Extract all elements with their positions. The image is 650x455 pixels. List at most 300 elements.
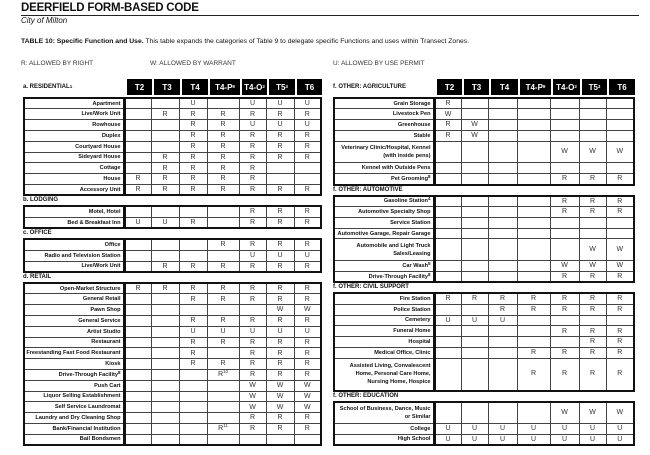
column-header-label: T3 <box>162 82 172 92</box>
permission-cell <box>517 271 550 282</box>
permission-cell <box>207 217 239 228</box>
permission-cell: U <box>266 326 294 337</box>
table-row <box>334 293 634 304</box>
table-row <box>334 228 634 239</box>
permission-cell <box>488 217 517 228</box>
permission-cell: R <box>579 304 606 315</box>
permission-cell: R <box>579 196 606 207</box>
permission-cell <box>124 294 151 305</box>
permission-cell: R <box>239 337 266 348</box>
permission-cell: R <box>207 283 239 294</box>
permission-cell: U <box>179 98 207 109</box>
use-label <box>24 424 124 435</box>
column-header-t3 <box>464 79 491 95</box>
column-header-label: T2 <box>444 82 455 92</box>
use-label <box>334 98 434 109</box>
permission-cell <box>579 217 606 228</box>
permission-cell <box>517 163 550 174</box>
permission-cell <box>461 239 488 261</box>
permission-cell: R <box>517 347 550 358</box>
table-row <box>334 326 634 337</box>
permission-cell: U <box>434 423 461 434</box>
use-label <box>24 337 124 348</box>
permission-cell: R <box>434 293 461 304</box>
use-label-text: Car Wash <box>402 262 428 269</box>
use-label <box>334 423 434 434</box>
use-label <box>24 261 124 272</box>
use-table <box>23 238 322 273</box>
permission-cell: R <box>550 293 579 304</box>
use-label-text: Bank/Financial Institution <box>52 425 121 432</box>
permission-cell: R <box>266 152 294 163</box>
permission-cell <box>124 316 151 327</box>
permission-cell <box>550 228 579 239</box>
permission-cell <box>461 141 488 163</box>
permission-cell: U <box>294 250 321 261</box>
permission-cell: R <box>550 347 579 358</box>
footnote-marker: 5 <box>427 260 431 266</box>
footnote-marker: 4 <box>427 196 431 202</box>
permission-cell: W <box>239 380 266 391</box>
use-label <box>24 326 124 337</box>
permission-cell <box>124 326 151 337</box>
permission-cell: R <box>207 152 239 163</box>
permission-cell <box>579 228 606 239</box>
column-header-t6 <box>297 79 324 95</box>
permission-cell <box>461 337 488 348</box>
permission-cell: R <box>207 141 239 152</box>
section-title-text: f. OTHER: CIVIL SUPPORT <box>333 284 409 291</box>
permission-cell: W <box>550 261 579 272</box>
permission-cell: R <box>266 239 294 250</box>
permission-cell <box>124 402 151 413</box>
permission-cell <box>207 413 239 424</box>
permission-cell <box>179 305 207 316</box>
table-row <box>334 174 634 185</box>
permission-cell <box>124 413 151 424</box>
table-row <box>24 217 321 228</box>
permission-cell <box>550 98 579 109</box>
permission-cell <box>488 239 517 261</box>
permission-cell <box>461 196 488 207</box>
permission-cell <box>124 424 151 435</box>
section-title <box>333 392 637 401</box>
permission-cell: R <box>239 370 266 381</box>
section-title-text: d. RETAIL <box>23 274 52 280</box>
permission-cell: R <box>550 304 579 315</box>
permission-cell: R <box>294 109 321 120</box>
permission-cell <box>517 261 550 272</box>
permission-cell: R <box>239 152 266 163</box>
column-header-label: T4-P <box>215 82 233 92</box>
permission-cell: U <box>294 120 321 131</box>
permission-cell: U <box>179 326 207 337</box>
use-label-text: House <box>103 176 121 183</box>
permission-cell: R <box>488 304 517 315</box>
permission-cell <box>488 228 517 239</box>
permission-cell: R <box>151 109 179 120</box>
permission-cell: R <box>517 304 550 315</box>
table-row <box>334 141 634 163</box>
table-row <box>334 120 634 131</box>
column-header-t6 <box>609 79 637 95</box>
permission-cell: R <box>266 109 294 120</box>
permission-cell: R <box>606 196 634 207</box>
permission-cell: R <box>550 196 579 207</box>
table-row <box>24 185 321 196</box>
use-label <box>334 228 434 239</box>
table-row <box>334 358 634 390</box>
permission-cell <box>207 434 239 445</box>
use-label-text: Bail Bondsmen <box>79 436 121 443</box>
permission-cell: R <box>550 207 579 218</box>
table-row <box>24 98 321 109</box>
permission-cell <box>207 206 239 217</box>
permission-cell: U <box>294 98 321 109</box>
permission-cell <box>488 261 517 272</box>
use-label <box>334 131 434 142</box>
table-row <box>334 271 634 282</box>
use-label-text: Push Cart <box>94 382 121 389</box>
table-row <box>334 207 634 218</box>
permission-cell <box>151 402 179 413</box>
column-header-t2 <box>437 79 464 95</box>
permission-cell <box>461 347 488 358</box>
use-label <box>334 434 434 445</box>
permission-cell <box>151 239 179 250</box>
permission-cell: U <box>434 315 461 326</box>
permission-cell: R <box>579 174 606 185</box>
permission-cell <box>461 326 488 337</box>
use-label <box>24 131 124 142</box>
permission-cell <box>606 98 634 109</box>
use-label-text: Gasoline Station <box>383 198 428 205</box>
use-label-text: Pawn Shop <box>90 307 121 314</box>
permission-cell: R <box>239 261 266 272</box>
column-header-t4 <box>182 79 210 95</box>
permission-cell <box>239 434 266 445</box>
column-header-label: T5 <box>276 82 286 92</box>
use-label-text: General Service <box>78 317 121 324</box>
permission-cell: R <box>239 283 266 294</box>
legend-r: R: ALLOWED BY RIGHT <box>21 60 94 67</box>
use-label-text: Kiosk <box>105 361 121 368</box>
permission-cell <box>266 174 294 185</box>
use-label <box>334 207 434 218</box>
permission-cell: W <box>294 391 321 402</box>
table-row <box>334 163 634 174</box>
permission-cell <box>179 370 207 381</box>
permission-cell: W <box>294 380 321 391</box>
permission-cell: U <box>461 434 488 445</box>
permission-cell: R <box>239 109 266 120</box>
column-header-row <box>333 79 637 95</box>
section-title <box>333 79 437 95</box>
permission-cell <box>179 413 207 424</box>
use-label <box>24 359 124 370</box>
title-rule <box>21 15 639 16</box>
permission-cell: R <box>179 174 207 185</box>
column-header-t5 <box>269 79 297 95</box>
use-label <box>24 305 124 316</box>
permission-cell <box>294 174 321 185</box>
permission-cell: U <box>606 423 634 434</box>
permission-cell: R <box>579 326 606 337</box>
permission-cell: R <box>579 347 606 358</box>
use-label <box>24 391 124 402</box>
use-label <box>24 206 124 217</box>
use-label-text: Medical Office, Clinic <box>374 349 431 356</box>
permission-cell <box>606 228 634 239</box>
permission-cell <box>124 120 151 131</box>
permission-cell <box>517 196 550 207</box>
permission-cell: R <box>294 413 321 424</box>
use-table <box>333 97 635 186</box>
permission-cell: W <box>266 380 294 391</box>
permission-cell <box>124 337 151 348</box>
permission-cell: U <box>266 120 294 131</box>
use-label <box>334 315 434 326</box>
use-label <box>334 109 434 120</box>
permission-cell <box>207 250 239 261</box>
permission-cell <box>207 391 239 402</box>
permission-cell <box>488 207 517 218</box>
permission-cell <box>579 315 606 326</box>
permission-cell: R <box>294 239 321 250</box>
section-title <box>333 283 637 292</box>
permission-cell <box>606 120 634 131</box>
permission-cell <box>550 217 579 228</box>
permission-cell <box>151 131 179 142</box>
permission-cell: R <box>294 337 321 348</box>
permission-cell <box>124 370 151 381</box>
permission-cell: W <box>294 305 321 316</box>
use-label <box>24 152 124 163</box>
use-label-text: Stable <box>413 132 431 139</box>
permission-cell <box>488 163 517 174</box>
permission-cell: R <box>294 185 321 196</box>
permission-cell <box>461 228 488 239</box>
use-label <box>24 316 124 327</box>
permission-cell: R <box>179 283 207 294</box>
permission-cell: R <box>550 271 579 282</box>
permission-cell: R <box>239 217 266 228</box>
permission-cell <box>151 359 179 370</box>
permission-cell <box>207 348 239 359</box>
permission-cell: R <box>151 174 179 185</box>
permission-cell: U <box>461 423 488 434</box>
use-label <box>24 294 124 305</box>
use-label-text: Radio and Television Station <box>44 252 121 259</box>
table-row <box>334 239 634 261</box>
permission-cell: R <box>294 141 321 152</box>
permission-cell <box>434 163 461 174</box>
permission-cell <box>124 434 151 445</box>
permission-cell <box>517 402 550 424</box>
use-table <box>23 97 322 196</box>
use-label <box>334 174 434 185</box>
permission-cell: R <box>461 293 488 304</box>
use-table <box>333 195 635 284</box>
permission-cell <box>124 261 151 272</box>
permission-cell <box>124 152 151 163</box>
permission-cell <box>461 207 488 218</box>
permission-cell <box>151 316 179 327</box>
permission-cell <box>151 98 179 109</box>
permission-cell: R <box>179 316 207 327</box>
permission-cell: U <box>550 434 579 445</box>
footnote-marker: 3 <box>285 83 288 89</box>
use-label <box>24 141 124 152</box>
permission-cell <box>488 347 517 358</box>
column-header-label: T6 <box>617 82 627 92</box>
permission-cell <box>124 391 151 402</box>
permission-cell: U <box>434 434 461 445</box>
use-label-text: Office <box>104 241 121 248</box>
permission-cell: R <box>579 337 606 348</box>
permission-cell <box>124 250 151 261</box>
permission-cell: R <box>517 358 550 390</box>
permission-cell: R <box>294 370 321 381</box>
permission-cell <box>179 250 207 261</box>
permission-cell: R <box>239 359 266 370</box>
permission-cell <box>517 228 550 239</box>
permission-cell: R <box>207 174 239 185</box>
use-label <box>334 261 434 272</box>
column-header-t4-p <box>520 79 553 95</box>
permission-cell: R <box>606 207 634 218</box>
footnote-marker: 3 <box>597 83 601 89</box>
column-header-label: T4-P <box>525 82 543 92</box>
permission-cell: R <box>266 141 294 152</box>
permission-cell <box>517 109 550 120</box>
permission-cell: W <box>606 261 634 272</box>
use-label-text: Open-Market Structure <box>59 285 121 292</box>
use-label <box>24 120 124 131</box>
footnote-marker: 8 <box>427 173 431 179</box>
permission-cell: W <box>239 402 266 413</box>
permission-cell: R <box>151 185 179 196</box>
use-label <box>334 120 434 131</box>
use-table <box>23 205 322 229</box>
table-row <box>24 120 321 131</box>
permission-cell: R <box>124 185 151 196</box>
permission-cell: R <box>266 185 294 196</box>
legend-u: U: ALLOWED BY USE PERMIT <box>333 60 425 67</box>
permission-cell: R <box>179 337 207 348</box>
column-header-t5 <box>582 79 609 95</box>
permission-cell <box>461 109 488 120</box>
permission-cell <box>488 337 517 348</box>
permission-cell <box>434 141 461 163</box>
use-label-text: Grain Storage <box>393 100 431 107</box>
table-row <box>24 402 321 413</box>
permission-cell: R <box>266 337 294 348</box>
use-label <box>334 402 434 424</box>
permission-value: R <box>218 425 224 433</box>
permission-cell <box>606 315 634 326</box>
column-header-label: T3 <box>471 82 482 92</box>
permission-cell: U <box>239 250 266 261</box>
permission-cell: U <box>606 434 634 445</box>
permission-cell: R <box>266 261 294 272</box>
permission-cell <box>124 206 151 217</box>
table-row <box>24 239 321 250</box>
use-label <box>334 347 434 358</box>
table-row <box>24 261 321 272</box>
permission-cell <box>517 337 550 348</box>
table-row <box>334 98 634 109</box>
permission-value: R <box>217 371 224 379</box>
permission-cell <box>179 391 207 402</box>
permission-cell <box>488 326 517 337</box>
use-label-text: Bed & Breakfast Inn <box>67 219 121 226</box>
permission-cell: R <box>266 413 294 424</box>
permission-cell: R <box>179 163 207 174</box>
permission-cell: R <box>606 293 634 304</box>
permission-cell <box>294 434 321 445</box>
permission-cell: U <box>151 217 179 228</box>
table-row <box>24 424 321 435</box>
permission-cell <box>434 217 461 228</box>
permission-cell: W <box>239 391 266 402</box>
permission-cell: U <box>579 434 606 445</box>
use-label-text: Assisted Living, Convalescent Home, Personal Care Home, Nursing Home, Hospice <box>349 363 431 386</box>
permission-cell <box>124 305 151 316</box>
section-title-text: b. LODGING <box>23 197 58 204</box>
permission-cell: R <box>207 359 239 370</box>
use-label <box>334 141 434 163</box>
table-row <box>334 196 634 207</box>
use-label-text: Pet Grooming <box>391 175 428 182</box>
permission-cell: U <box>488 423 517 434</box>
section-title-text: f. OTHER: AUTOMOTIVE <box>333 186 403 193</box>
permission-cell <box>294 163 321 174</box>
permission-cell <box>151 337 179 348</box>
permission-cell <box>488 98 517 109</box>
permission-cell <box>434 402 461 424</box>
permission-cell <box>266 163 294 174</box>
use-label <box>24 250 124 261</box>
table-row <box>24 294 321 305</box>
section-title-text: c. OFFICE <box>23 230 52 237</box>
use-label-text: Motel, Hotel <box>88 209 121 216</box>
permission-cell: W <box>266 391 294 402</box>
table-row <box>334 315 634 326</box>
permission-cell <box>550 163 579 174</box>
use-label-text: Hospital <box>408 338 431 345</box>
permission-cell <box>461 174 488 185</box>
permission-cell <box>579 120 606 131</box>
permission-cell: R <box>434 98 461 109</box>
permission-cell <box>179 380 207 391</box>
permission-cell: R <box>294 424 321 435</box>
use-label-text: Automobile and Light Truck Sales/Leasing <box>356 242 431 257</box>
footnote-marker: 9 <box>232 83 235 89</box>
permission-cell <box>488 402 517 424</box>
permission-cell <box>151 120 179 131</box>
permission-cell: R <box>606 337 634 348</box>
permission-cell: R <box>266 316 294 327</box>
permission-cell: R <box>239 348 266 359</box>
permission-cell: W <box>266 402 294 413</box>
permission-cell <box>179 434 207 445</box>
table-row <box>24 109 321 120</box>
table-row <box>24 152 321 163</box>
permission-cell: R <box>294 359 321 370</box>
footnote-marker: 2 <box>262 83 265 89</box>
permission-cell: R <box>207 109 239 120</box>
